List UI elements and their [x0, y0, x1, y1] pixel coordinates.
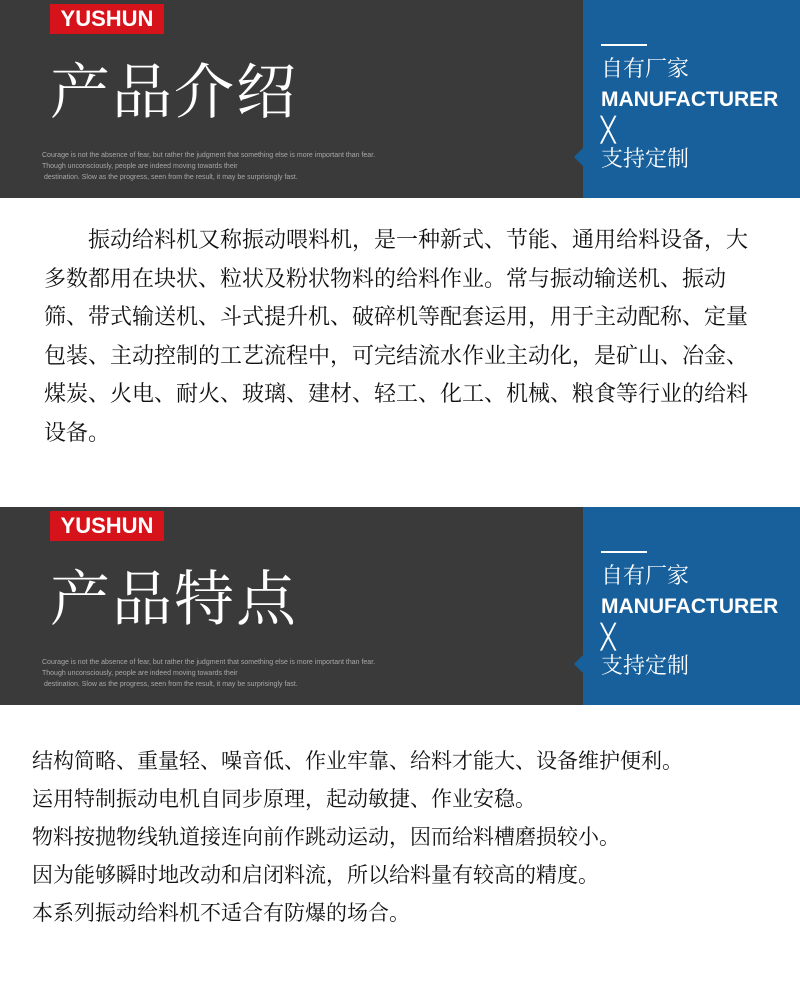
- feature-list: [32, 742, 792, 932]
- feature-item: 因为能够瞬时地改动和启闭料流，所以给料量有较高的精度。: [32, 863, 599, 887]
- panel-notch: [574, 148, 583, 166]
- feature-item: 结构简略、重量轻、噪音低、作业牢靠、给料才能大、设备维护便利。: [32, 749, 683, 773]
- section-title: 产品介绍: [50, 58, 298, 128]
- cross-icon: ╳: [601, 623, 616, 651]
- panel-manufacturer: MANUFACTURER: [601, 595, 779, 618]
- tagline-line: Courage is not the absence of fear, but rather the judgment that something else is more important than fear.: [42, 659, 376, 666]
- panel-customization: 支持定制: [601, 147, 690, 172]
- panel-own-factory: 自有厂家: [601, 564, 690, 589]
- tagline-line: destination. Slow as the progress, seen from the result, it may be surprisingly fast.: [44, 174, 298, 181]
- tagline: [42, 657, 562, 690]
- product-intro-text: 振动给料机又称振动喂料机，是一种新式、节能、通用给料设备，大多数都用在块状、粒状及粉状物料的给料作业。常与振动输送机、振动筛、带式输送机、斗式提升机、破碎机等配套运用，用于主动配称、定量包装、主动控制的工艺流程中，可完结流水作业主动化，是矿山、冶金、煤炭、火电、耐火、玻璃、建材、轻工、化工、机械、粮食等行业的给料设备。: [44, 228, 749, 446]
- feature-item: 物料按抛物线轨道接连向前作跳动运动，因而给料槽磨损较小。: [32, 825, 620, 849]
- feature-item: 运用特制振动电机自同步原理，起动敏捷、作业安稳。: [32, 787, 536, 811]
- panel-notch: [574, 655, 583, 673]
- tagline-line: Though unconsciously, people are indeed moving towards their: [42, 670, 238, 677]
- brand-logo: YUSHUN: [50, 4, 164, 34]
- manufacturer-panel: [583, 0, 800, 198]
- banner-product-features: [0, 507, 800, 705]
- panel-bar: [601, 44, 647, 46]
- panel-customization: 支持定制: [601, 654, 690, 679]
- tagline-line: destination. Slow as the progress, seen from the result, it may be surprisingly fast.: [44, 681, 298, 688]
- tagline-line: Though unconsciously, people are indeed moving towards their: [42, 163, 238, 170]
- panel-own-factory: 自有厂家: [601, 57, 690, 82]
- panel-manufacturer: MANUFACTURER: [601, 88, 779, 111]
- tagline: [42, 150, 562, 183]
- section-title: 产品特点: [50, 565, 298, 635]
- panel-bar: [601, 551, 647, 553]
- brand-logo: YUSHUN: [50, 511, 164, 541]
- tagline-line: Courage is not the absence of fear, but rather the judgment that something else is more important than fear.: [42, 152, 376, 159]
- feature-item: 本系列振动给料机不适合有防爆的场合。: [32, 901, 410, 925]
- manufacturer-panel: [583, 507, 800, 705]
- cross-icon: ╳: [601, 116, 616, 144]
- banner-product-intro: [0, 0, 800, 198]
